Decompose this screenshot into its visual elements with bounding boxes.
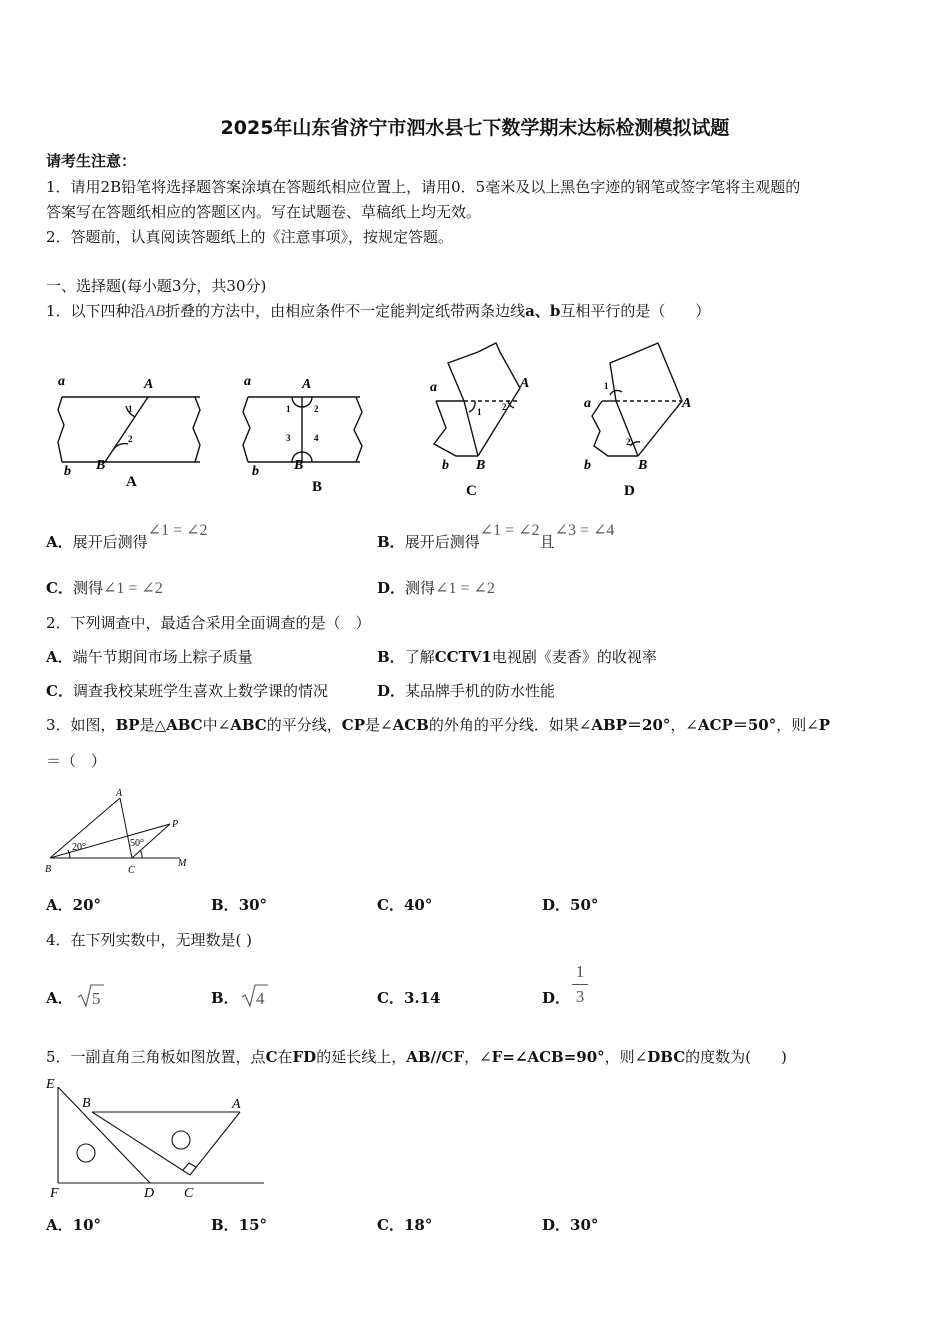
q1-figure-a xyxy=(50,370,210,495)
q1-opt-b-math1: ∠1 = ∠2 xyxy=(479,522,540,539)
q3-option-a[interactable] xyxy=(46,895,101,915)
fig-c-B: B xyxy=(476,458,486,473)
q5-s-j: DBC xyxy=(647,1048,686,1066)
q2-opt-b-text2: 电视剧《麦香》的收视率 xyxy=(491,648,657,666)
q5-opt-value: 15° xyxy=(238,1216,268,1234)
q1-opt-a-text: 展开后测得 xyxy=(72,533,148,551)
q5-opt-value: 30° xyxy=(570,1216,599,1234)
q3-option-b[interactable] xyxy=(211,895,267,915)
fig-d-a: a xyxy=(584,396,591,411)
q1-option-d[interactable] xyxy=(377,578,495,599)
q1-opt-b-text: 展开后测得 xyxy=(404,533,480,551)
q3-opt-label: D． xyxy=(542,896,571,914)
q3-s-n: ACP＝50° xyxy=(697,716,777,734)
q5-stem xyxy=(46,1047,787,1067)
fig-d-b: b xyxy=(584,458,591,473)
q3-opt-label: C． xyxy=(377,896,404,914)
q5-opt-label: B． xyxy=(211,1216,239,1234)
q2-stem-text: 下列调查中，最适合采用全面调查的是（ ） xyxy=(70,614,371,632)
q1-pre: 以下四种沿 xyxy=(70,302,146,320)
q4-opt-b-sqrt-icon xyxy=(240,982,270,1008)
q3-opt-value: 20° xyxy=(72,896,102,914)
fig-b-n2: 2 xyxy=(314,404,319,414)
q3-fig-angle50: 50° xyxy=(130,838,144,849)
fig-b-caption: B xyxy=(312,479,323,495)
notice-line1a: 1．请用2B铅笔将选择题答案涂填在答题纸相应位置上，请用0．5毫米及以上黑色字迹的钢笔或签字笔将主观题的 xyxy=(46,178,801,196)
q3-s-k: 的外角的平分线．如果∠ xyxy=(428,716,592,734)
q1-opt-a-label: A． xyxy=(46,533,73,551)
q4-opt-a-radicand: 5 xyxy=(92,989,101,1008)
q3-stem xyxy=(46,715,830,735)
fig-c-A: A xyxy=(520,376,530,391)
q4-opt-b-label: B． xyxy=(211,989,239,1007)
q2-opt-d-label: D． xyxy=(377,682,406,700)
q1-opt-b-math2: ∠3 = ∠4 xyxy=(554,522,615,539)
q3-opt-value: 50° xyxy=(570,896,599,914)
q2-stem xyxy=(46,613,371,633)
q3-s-c: 是△ xyxy=(139,716,167,734)
q4-opt-d-fraction xyxy=(572,962,588,1007)
q4-opt-d-numerator: 1 xyxy=(575,962,585,981)
q1-figure-c xyxy=(426,338,546,500)
q5-s-g: ，∠ xyxy=(464,1048,492,1066)
fig-a-caption: A xyxy=(126,474,137,490)
fig-a-label: a xyxy=(58,374,65,389)
q5-opt-label: D． xyxy=(542,1216,571,1234)
q4-num: 4． xyxy=(46,931,71,949)
q5-s-e: 的延长线上， xyxy=(316,1048,407,1066)
fig-b-B: B xyxy=(294,458,304,473)
q1-stem xyxy=(46,301,710,322)
q3-fig-A: A xyxy=(116,788,123,799)
q5-s-b: C xyxy=(265,1048,278,1066)
q5-s-i: ，则∠ xyxy=(604,1048,648,1066)
q4-option-b[interactable] xyxy=(211,988,239,1008)
q3-s-p: P xyxy=(818,716,831,734)
q1-opt-d-label: D． xyxy=(377,579,406,597)
fig-a-n1: 1 xyxy=(128,404,133,414)
fig-b-A: A xyxy=(302,377,312,392)
fraction-bar xyxy=(572,984,588,985)
fig-d-B: B xyxy=(638,458,648,473)
q1-opt-c-label: C． xyxy=(46,579,73,597)
q4-opt-c-value: 3.14 xyxy=(403,989,441,1007)
q1-figure-b xyxy=(238,370,378,495)
q5-s-c: 在 xyxy=(277,1048,293,1066)
q3-fig-B: B xyxy=(45,864,52,875)
q1-end: 互相平行的是（ ） xyxy=(560,302,711,320)
q3-s-j: ACB xyxy=(392,716,429,734)
q4-opt-a-sqrt-icon xyxy=(76,982,106,1008)
q3-s-g: 的平分线， xyxy=(266,716,342,734)
q5-opt-value: 18° xyxy=(403,1216,433,1234)
fig-a-B: B xyxy=(96,458,106,473)
q5-option-a[interactable] xyxy=(46,1215,101,1235)
q2-option-a[interactable] xyxy=(46,647,253,667)
q2-opt-c-label: C． xyxy=(46,682,73,700)
q5-figure xyxy=(44,1075,274,1205)
q1-option-c[interactable] xyxy=(46,578,163,599)
q1-opt-a-math: ∠1 = ∠2 xyxy=(147,522,208,539)
q2-option-c[interactable] xyxy=(46,681,328,701)
fig-a-A: A xyxy=(144,377,154,392)
q5-fig-B: B xyxy=(82,1096,91,1111)
q3-opt-value: 30° xyxy=(238,896,268,914)
q2-opt-c-text: 调查我校某班学生喜欢上数学课的情况 xyxy=(72,682,328,700)
q4-option-d[interactable] xyxy=(542,988,570,1008)
q4-opt-c-label: C． xyxy=(377,989,404,1007)
q5-opt-label: C． xyxy=(377,1216,404,1234)
q5-fig-C: C xyxy=(184,1186,194,1201)
q2-opt-a-label: A． xyxy=(46,648,73,666)
q1-opt-d-text: 测得 xyxy=(405,579,436,597)
fig-d-caption: D xyxy=(624,483,635,499)
q2-option-b[interactable] xyxy=(377,647,657,667)
q2-opt-b-text1: 了解 xyxy=(404,648,435,666)
fig-b-n1: 1 xyxy=(286,404,291,414)
q5-s-d: FD xyxy=(292,1048,317,1066)
q3-stem-line2: ＝（ ） xyxy=(46,752,107,770)
q3-num: 3． xyxy=(46,716,71,734)
q4-stem xyxy=(46,930,252,950)
q4-opt-a-label: A． xyxy=(46,989,73,1007)
q3-s-d: ABC xyxy=(166,716,203,734)
q3-s-e: 中∠ xyxy=(202,716,231,734)
section-heading: 一、选择题(每小题3分，共30分) xyxy=(46,277,267,295)
q2-option-d[interactable] xyxy=(377,681,555,701)
fig-c-a: a xyxy=(430,380,437,395)
q1-ab-bold: a、b xyxy=(525,302,561,320)
q2-opt-a-text: 端午节期间市场上粽子质量 xyxy=(72,648,253,666)
q2-opt-d-text: 某品牌手机的防水性能 xyxy=(405,682,556,700)
q1-opt-c-math: ∠1 = ∠2 xyxy=(102,580,163,597)
q4-option-c[interactable] xyxy=(377,988,441,1008)
q5-opt-value: 10° xyxy=(72,1216,102,1234)
q5-num: 5． xyxy=(46,1048,71,1066)
q5-opt-label: A． xyxy=(46,1216,73,1234)
q3-s-m: ，∠ xyxy=(670,716,698,734)
q3-s-o: ，则∠ xyxy=(776,716,819,734)
q1-num: 1． xyxy=(46,302,71,320)
q5-option-d[interactable] xyxy=(542,1215,598,1235)
q1-option-b[interactable] xyxy=(377,522,615,553)
page-title: 2025年山东省济宁市泗水县七下数学期末达标检测模拟试题 xyxy=(220,117,730,139)
q3-fig-P: P xyxy=(172,819,179,830)
fig-a-b: b xyxy=(64,464,71,479)
notice-line1b: 答案写在答题纸相应的答题区内。写在试题卷、草稿纸上均无效。 xyxy=(46,203,482,221)
q1-option-a[interactable] xyxy=(46,522,208,553)
q3-s-b: BP xyxy=(115,716,140,734)
q3-s-f: ABC xyxy=(230,716,267,734)
q1-opt-b-and: 且 xyxy=(539,533,555,551)
fig-c-b: b xyxy=(442,458,449,473)
q5-option-b[interactable] xyxy=(211,1215,267,1235)
q3-s-a: 如图， xyxy=(70,716,116,734)
q2-opt-b-bold: CCTV1 xyxy=(434,648,492,666)
q3-s-h: CP xyxy=(341,716,365,734)
fig-d-n2: 2 xyxy=(626,437,631,447)
q1-ab: AB xyxy=(145,303,166,320)
q3-figure xyxy=(44,786,204,878)
q4-opt-d-denominator: 3 xyxy=(575,987,585,1006)
fig-b-n3: 3 xyxy=(286,433,291,443)
q2-opt-b-label: B． xyxy=(377,648,405,666)
q1-figure-d xyxy=(580,338,700,500)
q3-option-c[interactable] xyxy=(377,895,432,915)
fig-d-n1: 1 xyxy=(604,381,609,391)
q4-opt-d-label: D． xyxy=(542,989,571,1007)
q1-opt-b-label: B． xyxy=(377,533,405,551)
q5-fig-A: A xyxy=(232,1097,241,1112)
q3-fig-angle20: 20° xyxy=(72,842,86,853)
q4-stem-text: 在下列实数中，无理数是( ) xyxy=(70,931,253,949)
q1-post: 折叠的方法中，由相应条件不一定能判定纸带两条边线 xyxy=(165,302,526,320)
fig-b-a: a xyxy=(244,374,251,389)
fig-c-caption: C xyxy=(466,483,477,499)
q3-fig-C: C xyxy=(128,865,135,876)
fig-b-n4: 4 xyxy=(314,433,319,443)
notice-heading: 请考生注意： xyxy=(46,152,137,170)
q4-opt-b-radicand: 4 xyxy=(256,989,265,1008)
notice-line2: 2．答题前，认真阅读答题纸上的《注意事项》，按规定答题。 xyxy=(46,228,454,246)
fig-c-n2: 2 xyxy=(502,402,507,412)
q3-fig-M: M xyxy=(178,858,187,869)
fig-b-b: b xyxy=(252,464,259,479)
q4-option-a[interactable] xyxy=(46,988,73,1008)
q1-opt-d-math: ∠1 = ∠2 xyxy=(435,580,495,597)
q5-fig-E: E xyxy=(46,1077,55,1092)
q3-s-l: ABP＝20° xyxy=(591,716,671,734)
q2-num: 2． xyxy=(46,614,71,632)
q5-s-h: F=∠ACB=90° xyxy=(491,1048,605,1066)
q3-opt-value: 40° xyxy=(403,896,433,914)
q3-opt-label: B． xyxy=(211,896,239,914)
q5-fig-D: D xyxy=(144,1186,155,1201)
q5-s-k: 的度数为( ) xyxy=(685,1048,787,1066)
q5-s-a: 一副直角三角板如图放置，点 xyxy=(70,1048,266,1066)
q3-s-i: 是∠ xyxy=(364,716,393,734)
fig-d-A: A xyxy=(682,396,692,411)
q5-option-c[interactable] xyxy=(377,1215,432,1235)
q1-opt-c-text: 测得 xyxy=(72,579,103,597)
fig-c-n1: 1 xyxy=(477,407,482,417)
fig-a-n2: 2 xyxy=(128,434,133,444)
q3-option-d[interactable] xyxy=(542,895,598,915)
q3-opt-label: A． xyxy=(46,896,73,914)
q5-fig-F: F xyxy=(50,1186,59,1201)
q5-s-f: AB//CF xyxy=(406,1048,465,1066)
